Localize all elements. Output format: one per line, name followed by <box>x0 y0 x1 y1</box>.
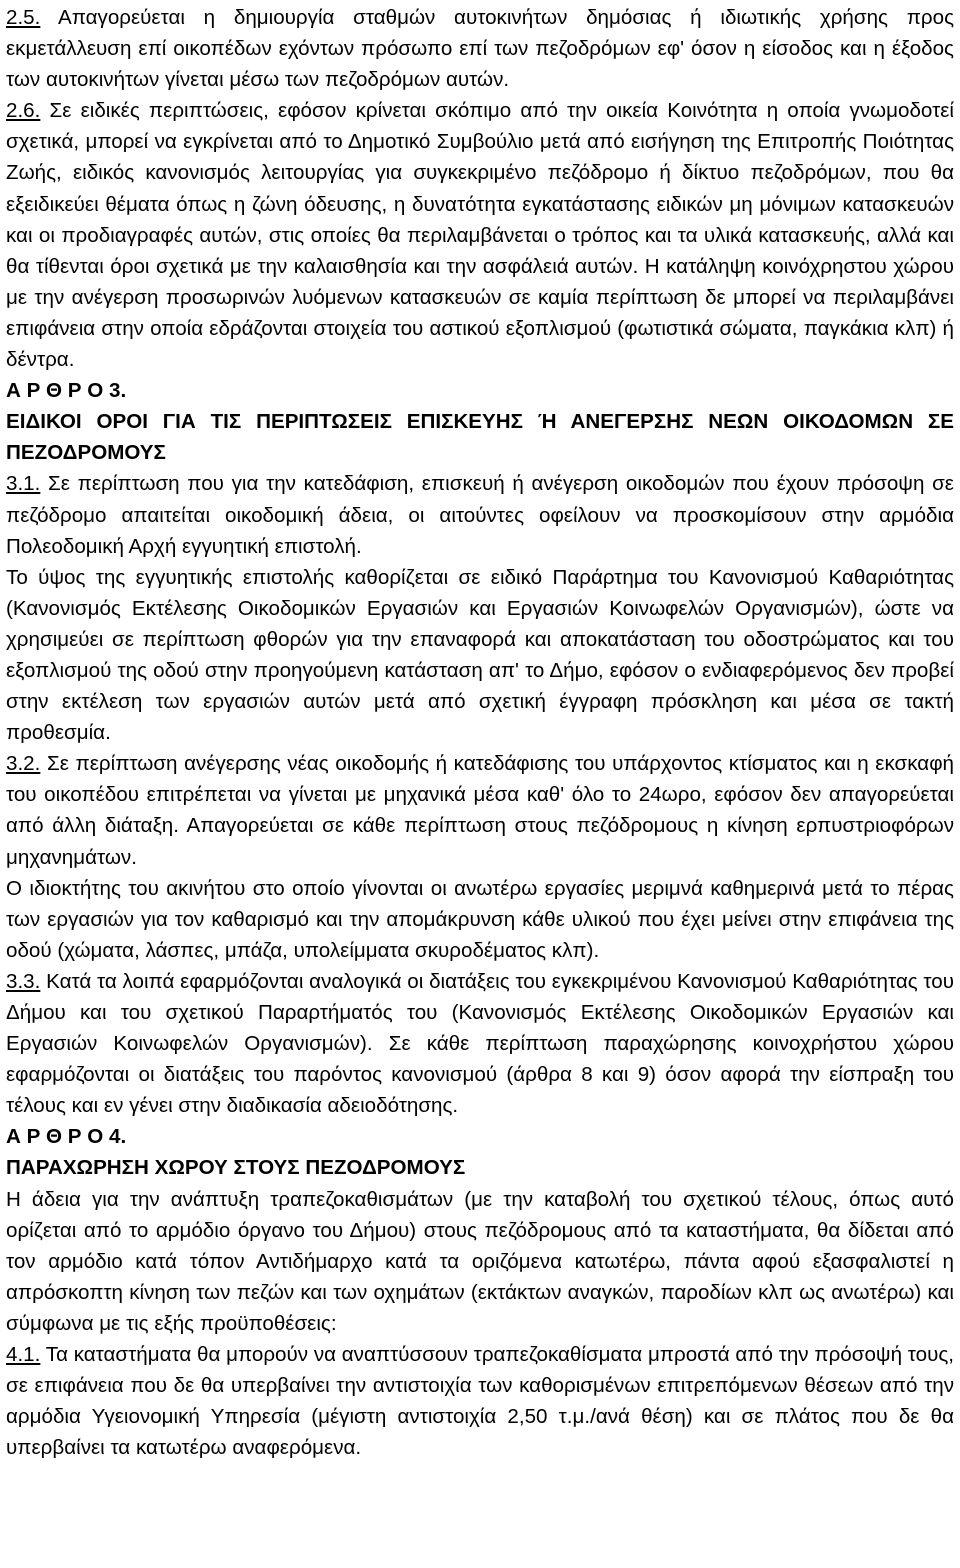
section-number: 2.6. <box>6 99 41 123</box>
section-number: 3.3. <box>6 969 41 993</box>
paragraph-4-1 <box>6 1339 954 1463</box>
paragraph-text: Απαγορεύεται η δημιουργία σταθμών αυτοκινήτων δημόσιας ή ιδιωτικής χρήσης προς εκμετάλλευση επί οικοπέδων εχόντων πρόσωπο επί των πεζοδρόμων εφ' όσον η είσοδος και η έξοδος των αυτοκινήτων γίνεται μέσω των πεζοδρόμων αυτών. <box>6 6 954 92</box>
paragraph-3-1 <box>6 468 954 561</box>
article-3-heading <box>6 375 954 406</box>
section-number: 2.5. <box>6 6 41 29</box>
heading-text: ΕΙΔΙΚΟΙ ΟΡΟΙ ΓΙΑ ΤΙΣ ΠΕΡΙΠΤΩΣΕΙΣ ΕΠΙΣΚΕΥΗΣ Ή ΑΝΕΓΕΡΣΗΣ ΝΕΩΝ ΟΙΚΟΔΟΜΩΝ ΣΕ ΠΕΖΟΔΡΟΜΟΥΣ <box>6 410 954 465</box>
paragraph-3-2 <box>6 748 954 872</box>
article-4-heading <box>6 1121 954 1152</box>
heading-text: ΠΑΡΑΧΩΡΗΣΗ ΧΩΡΟΥ ΣΤΟΥΣ ΠΕΖΟΔΡΟΜΟΥΣ <box>6 1156 466 1180</box>
paragraph-3-3 <box>6 966 954 1121</box>
section-number: 3.2. <box>6 752 41 776</box>
article-4-title <box>6 1152 954 1183</box>
section-number: 4.1. <box>6 1343 41 1367</box>
paragraph-guarantee-amount <box>6 562 954 749</box>
paragraph-text: Σε περίπτωση που για την κατεδάφιση, επισκευή ή ανέγερση οικοδομών που έχουν πρόσοψη σε πεζόδρομο απαιτείται οικοδομική άδεια, οι αιτούντες οφείλουν να προσκομίσουν στην αρμόδια Πολεοδομική Αρχή εγγυητική επιστολή. <box>6 472 954 558</box>
paragraph-text: Ο ιδιοκτήτης του ακινήτου στο οποίο γίνονται οι ανωτέρω εργασίες μεριμνά καθημερινά μετά το πέρας των εργασιών για τον καθαρισμό και την απομάκρυνση κάθε υλικού που έχει μείνει στην επιφάνεια της οδού (χώματα, λάσπες, μπάζα, υπολείμματα σκυροδέματος κλπ). <box>6 876 954 962</box>
paragraph-text: Σε περίπτωση ανέγερσης νέας οικοδομής ή κατεδάφισης του υπάρχοντος κτίσματος και η εκσκαφή του οικοπέδου επιτρέπεται να γίνεται με μηχανικά μέσα καθ' όλο το 24ωρο, εφόσον δεν απαγορεύεται από άλλη διάταξη. Απαγορεύεται σε κάθε περίπτωση στους πεζόδρομους η κίνηση ερπυστριοφόρων μηχανημάτων. <box>6 752 954 869</box>
heading-text: Α Ρ Θ Ρ Ο 4. <box>6 1125 127 1149</box>
paragraph-text: Τα καταστήματα θα μπορούν να αναπτύσσουν τραπεζοκαθίσματα μπροστά από την πρόσοψή τους, σε επιφάνεια που δε θα υπερβαίνει την αντιστοιχία των καθορισμένων επιτρεπόμενων θέσεων από την αρμόδια Υγειονομική Υπηρεσία (μέγιστη αντιστοιχία 2,50 τ.μ./ανά θέση) και σε πλάτος που δε θα υπερβαίνει τα κατωτέρω αναφερόμενα. <box>6 1343 954 1460</box>
section-number: 3.1. <box>6 472 41 496</box>
paragraph-2-6 <box>6 95 954 375</box>
paragraph-text: Κατά τα λοιπά εφαρμόζονται αναλογικά οι διατάξεις του εγκεκριμένου Κανονισμού Καθαριότητας του Δήμου και του σχετικού Παραρτήματός του (Κανονισμός Εκτέλεσης Οικοδομικών Εργασιών και Εργασιών Κοινωφελών Οργανισμών). Σε κάθε περίπτωση παραχώρησης κοινοχρήστου χώρου εφαρμόζονται οι διατάξεις του παρόντος κανονισμού (άρθρα 8 και 9) όσον αφορά την είσπραξη του τέλους και εν γένει στην διαδικασία αδειοδότησης. <box>6 969 954 1118</box>
paragraph-text: Σε ειδικές περιπτώσεις, εφόσον κρίνεται σκόπιμο από την οικεία Κοινότητα η οποία γνωμοδοτεί σχετικά, μπορεί να εγκρίνεται από το Δημοτικό Συμβούλιο μετά από εισήγηση της Επιτροπής Ποιότητας Ζωής, ειδικός κανονισμός λειτουργίας για συγκεκριμένο πεζόδρομο ή δίκτυο πεζοδρόμων, που θα εξειδικεύει θέματα όπως η ζώνη όδευσης, η δυνατότητα εγκατάστασης ειδικών μη μόνιμων κατασκευών και οι προδιαγραφές αυτών, στις οποίες θα περιλαμβάνεται ο τρόπος και τα υλικά κατασκευής, αλλά και θα τίθενται όροι σχετικά με την καλαισθησία και την ασφάλειά αυτών. Η κατάληψη κοινόχρηστου χώρου με την ανέγερση προσωρινών λυόμενων κατασκευών σε καμία περίπτωση δε μπορεί να περιλαμβάνει επιφάνεια στην οποία εδράζονται στοιχεία του αστικού εξοπλισμού (φωτιστικά σώματα, παγκάκια κλπ) ή δέντρα. <box>6 99 954 372</box>
paragraph-2-5 <box>6 2 954 95</box>
paragraph-permit <box>6 1184 954 1339</box>
paragraph-owner-cleaning <box>6 873 954 966</box>
heading-text: Α Ρ Θ Ρ Ο 3. <box>6 379 127 403</box>
paragraph-text: Το ύψος της εγγυητικής επιστολής καθορίζεται σε ειδικό Παράρτημα του Κανονισμού Καθαριότητας (Κανονισμός Εκτέλεσης Οικοδομικών Εργασιών και Εργασιών Κοινωφελών Οργανισμών), ώστε να χρησιμεύει σε περίπτωση φθορών για την επαναφορά και αποκατάσταση του οδοστρώματος και του εξοπλισμού της οδού στην προηγούμενη κατάσταση απ' το Δήμο, εφόσον ο ενδιαφερόμενος δεν προβεί στην εκτέλεση των εργασιών αυτών μετά από σχετική έγγραφη πρόσκληση και μέσα σε τακτή προθεσμία. <box>6 565 954 745</box>
article-3-title <box>6 406 954 468</box>
paragraph-text: Η άδεια για την ανάπτυξη τραπεζοκαθισμάτων (με την καταβολή του σχετικού τέλους, όπως αυτό ορίζεται από το αρμόδιο όργανο του Δήμου) στους πεζόδρομους από τα καταστήματα, θα δίδεται από τον αρμόδιο κατά τόπον Αντιδήμαρχο κατά τα οριζόμενα κατωτέρω, πάντα αφού εξασφαλιστεί η απρόσκοπτη κίνηση των πεζών και των οχημάτων (εκτάκτων αναγκών, παροδίων κλπ ως ανωτέρω) και σύμφωνα με τις εξής προϋποθέσεις: <box>6 1187 954 1335</box>
